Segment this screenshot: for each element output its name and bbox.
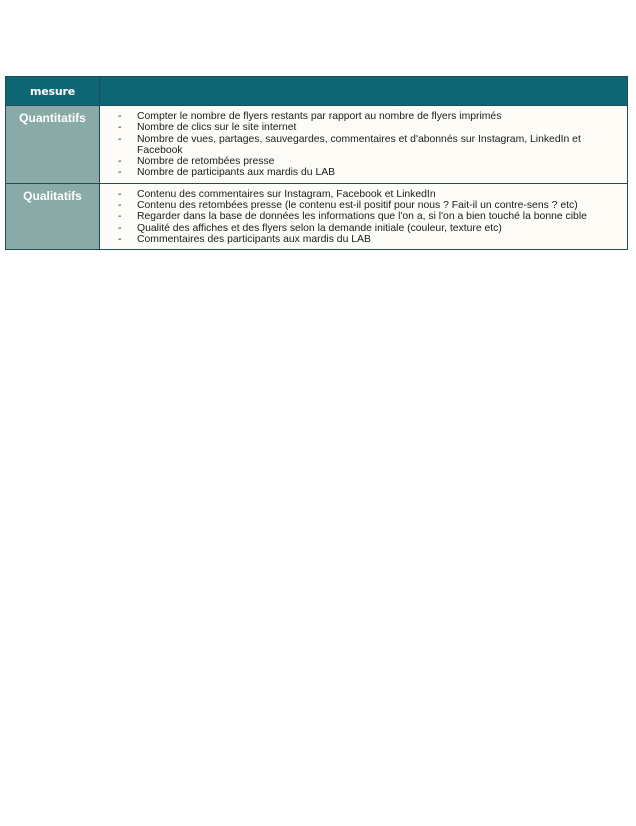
table-header-row — [6, 77, 628, 106]
list-item: - Nombre de participants aux mardis du LAB — [118, 167, 336, 179]
list-item: - Compter le nombre de flyers restants par rapport au nombre de flyers imprimés — [118, 111, 502, 122]
header-cell-mesure: mesure — [6, 77, 100, 106]
list-item: - Contenu des retombées presse (le contenu est-il positif pour nous ? Fait-il un contre-sens ? etc) — [118, 200, 578, 212]
bullet-list-qualitatifs — [100, 189, 621, 245]
bullet-list-quantitatifs — [100, 111, 621, 179]
list-item: - Qualité des affiches et des flyers selon la demande initiale (couleur, texture etc) — [118, 222, 502, 234]
row-label-qualitatifs: Qualitatifs — [6, 183, 100, 249]
list-item: - Contenu des commentaires sur Instagram, Facebook et LinkedIn — [118, 188, 436, 200]
row-content-qualitatifs — [100, 183, 628, 249]
row-label-quantitatifs: Quantitatifs — [6, 106, 100, 184]
list-item: - Commentaires des participants aux mardis du LAB — [118, 233, 371, 245]
row-content-quantitatifs — [100, 106, 628, 184]
list-item: - Nombre de retombées presse — [118, 156, 275, 168]
list-item: - Regarder dans la base de données les informations que l'on a, si l'on a bien touché la bonne cible — [118, 211, 587, 223]
list-item: - Nombre de clics sur le site internet — [118, 122, 297, 134]
measurement-table — [5, 76, 628, 250]
table-row-quantitatifs — [6, 106, 628, 184]
header-cell-empty — [100, 77, 628, 106]
list-item: - Nombre de vues, partages, sauvegardes, commentaires et d'abonnés sur Instagram, LinkedIn et Facebook — [118, 133, 581, 156]
table-row-qualitatifs — [6, 183, 628, 249]
